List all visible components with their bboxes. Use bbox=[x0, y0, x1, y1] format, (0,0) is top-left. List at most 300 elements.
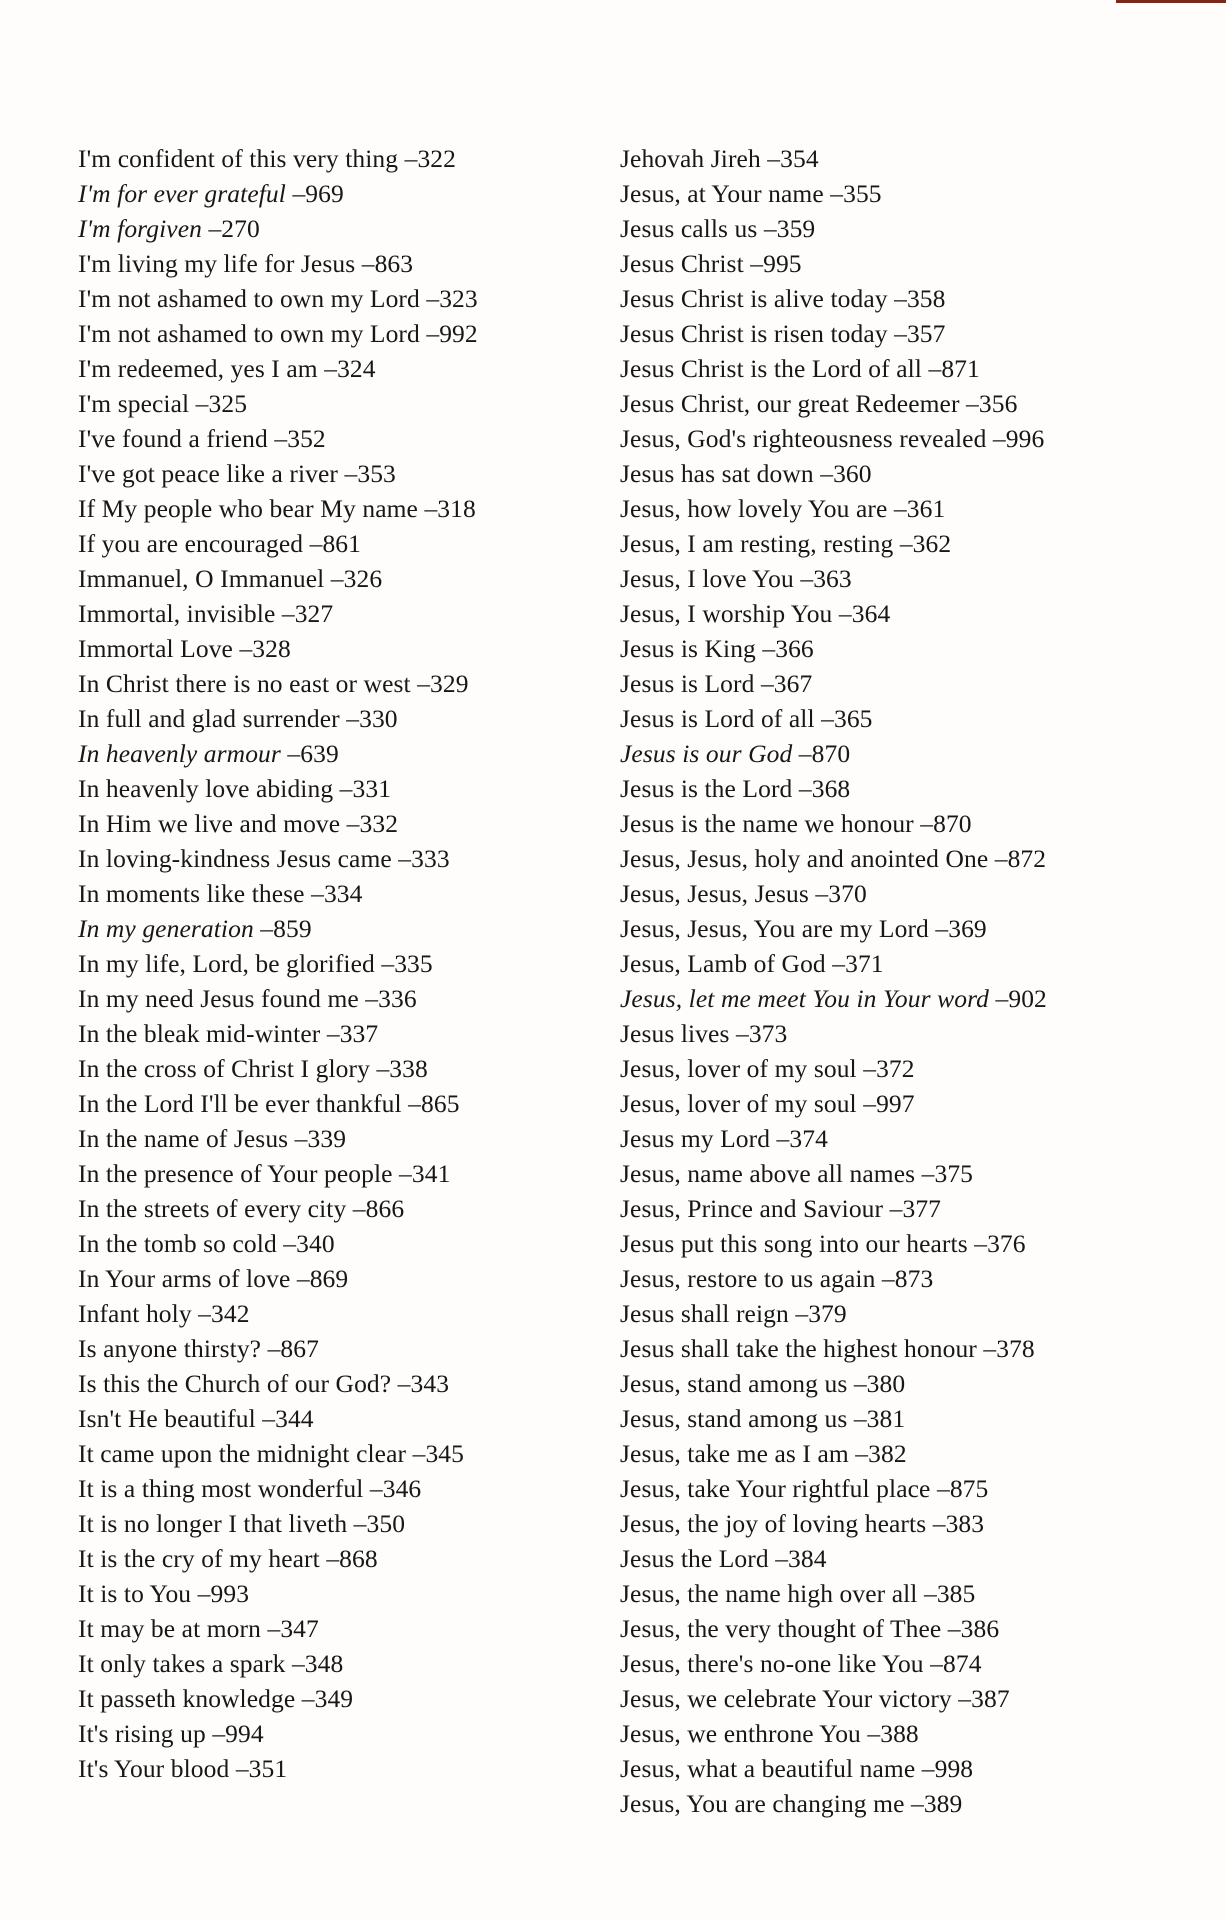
entry-separator bbox=[926, 1509, 945, 1538]
entry-number: 875 bbox=[949, 1474, 989, 1503]
entry-title: Jesus shall take the highest honour bbox=[620, 1334, 977, 1363]
entry-title: In Christ there is no east or west bbox=[78, 669, 411, 698]
index-entry bbox=[78, 876, 598, 911]
entry-title: Jesus, name above all names bbox=[620, 1159, 916, 1188]
entry-separator bbox=[757, 214, 776, 243]
index-entry bbox=[78, 526, 598, 561]
index-entry bbox=[78, 1611, 598, 1646]
entry-title: I'm special bbox=[78, 389, 190, 418]
entry-separator bbox=[346, 1194, 365, 1223]
index-entry bbox=[78, 1296, 598, 1331]
entry-number: 866 bbox=[365, 1194, 405, 1223]
entry-title: I've found a friend bbox=[78, 424, 268, 453]
entry-title: Jesus, stand among us bbox=[620, 1404, 848, 1433]
entry-title: Jesus, the name high over all bbox=[620, 1579, 918, 1608]
entry-title: Jesus is our God bbox=[620, 739, 793, 768]
entry-separator bbox=[281, 739, 300, 768]
entry-number: 327 bbox=[294, 599, 334, 628]
entry-title: Isn't He beautiful bbox=[78, 1404, 256, 1433]
entry-number: 337 bbox=[339, 1019, 379, 1048]
entry-separator bbox=[398, 144, 417, 173]
index-entry bbox=[78, 981, 598, 1016]
index-entry bbox=[620, 1576, 1220, 1611]
entry-number: 322 bbox=[417, 144, 456, 173]
entry-separator bbox=[206, 1719, 225, 1748]
entry-number: 872 bbox=[1007, 844, 1047, 873]
entry-number: 363 bbox=[813, 564, 852, 593]
entry-separator bbox=[769, 1544, 788, 1573]
entry-number: 355 bbox=[843, 179, 882, 208]
entry-separator bbox=[202, 214, 221, 243]
entry-title: I'm confident of this very thing bbox=[78, 144, 399, 173]
entry-title: It's Your blood bbox=[78, 1754, 230, 1783]
index-entry bbox=[78, 736, 598, 771]
entry-number: 997 bbox=[876, 1089, 915, 1118]
entry-separator bbox=[794, 564, 813, 593]
entry-number: 336 bbox=[378, 984, 417, 1013]
index-entry bbox=[620, 981, 1220, 1016]
entry-separator bbox=[924, 1649, 943, 1678]
entry-number: 331 bbox=[352, 774, 392, 803]
entry-separator bbox=[857, 1089, 876, 1118]
entry-title: Jesus, I worship You bbox=[620, 599, 833, 628]
entry-number: 376 bbox=[987, 1229, 1026, 1258]
index-entry bbox=[620, 1191, 1220, 1226]
entry-title: It passeth knowledge bbox=[78, 1684, 296, 1713]
entry-separator bbox=[290, 1264, 309, 1293]
entry-number: 351 bbox=[248, 1754, 288, 1783]
index-entry bbox=[620, 526, 1220, 561]
entry-title: In the tomb so cold bbox=[78, 1229, 277, 1258]
entry-separator bbox=[914, 809, 933, 838]
index-entry bbox=[620, 1646, 1220, 1681]
entry-separator bbox=[792, 739, 811, 768]
index-entry bbox=[620, 211, 1220, 246]
index-entry bbox=[78, 631, 598, 666]
entry-number: 330 bbox=[359, 704, 398, 733]
entry-title: Jesus is Lord of all bbox=[620, 704, 815, 733]
entry-number: 374 bbox=[789, 1124, 828, 1153]
entry-separator bbox=[989, 984, 1008, 1013]
entry-title: Jesus, take Your rightful place bbox=[620, 1474, 931, 1503]
entry-separator bbox=[857, 1054, 876, 1083]
entry-number: 332 bbox=[359, 809, 399, 838]
entry-title: Jesus, God's righteousness revealed bbox=[620, 424, 987, 453]
entry-number: 873 bbox=[894, 1264, 934, 1293]
entry-separator bbox=[411, 669, 430, 698]
entry-title: In the name of Jesus bbox=[78, 1124, 289, 1153]
entry-number: 383 bbox=[945, 1509, 985, 1538]
index-entry bbox=[78, 701, 598, 736]
index-entry bbox=[620, 456, 1220, 491]
entry-separator bbox=[832, 599, 851, 628]
index-entry bbox=[78, 281, 598, 316]
entry-title: It came upon the midnight clear bbox=[78, 1439, 407, 1468]
entry-separator bbox=[303, 529, 322, 558]
entry-separator bbox=[929, 914, 948, 943]
entry-number: 998 bbox=[934, 1754, 974, 1783]
entry-title: Jesus has sat down bbox=[620, 459, 814, 488]
entry-title: It may be at morn bbox=[78, 1614, 261, 1643]
entry-number: 859 bbox=[273, 914, 312, 943]
entry-separator bbox=[977, 1334, 996, 1363]
index-entry bbox=[78, 596, 598, 631]
entry-title: Is this the Church of our God? bbox=[78, 1369, 392, 1398]
entry-separator bbox=[189, 389, 208, 418]
entry-number: 865 bbox=[421, 1089, 460, 1118]
index-entry bbox=[78, 561, 598, 596]
entry-separator bbox=[277, 1229, 296, 1258]
index-entry bbox=[78, 456, 598, 491]
entry-number: 326 bbox=[343, 564, 383, 593]
entry-separator bbox=[849, 1439, 868, 1468]
index-entry bbox=[78, 1681, 598, 1716]
entry-separator bbox=[893, 529, 912, 558]
index-entry bbox=[620, 1471, 1220, 1506]
entry-title: Immortal Love bbox=[78, 634, 233, 663]
index-entry bbox=[78, 1261, 598, 1296]
entry-separator bbox=[904, 1789, 923, 1818]
index-entry bbox=[620, 1401, 1220, 1436]
entry-number: 364 bbox=[851, 599, 891, 628]
entry-separator bbox=[375, 949, 394, 978]
entry-separator bbox=[286, 179, 305, 208]
index-entry bbox=[620, 176, 1220, 211]
entry-title: Jesus, take me as I am bbox=[620, 1439, 849, 1468]
index-entry bbox=[620, 1506, 1220, 1541]
entry-title: In heavenly love abiding bbox=[78, 774, 334, 803]
entry-separator bbox=[789, 1299, 808, 1328]
entry-separator bbox=[883, 1194, 902, 1223]
entry-number: 348 bbox=[304, 1649, 344, 1678]
entry-number: 362 bbox=[912, 529, 952, 558]
index-entry bbox=[78, 1331, 598, 1366]
entry-number: 386 bbox=[960, 1614, 1000, 1643]
index-entry bbox=[78, 1156, 598, 1191]
entry-separator bbox=[254, 914, 273, 943]
entry-number: 345 bbox=[425, 1439, 465, 1468]
entry-separator bbox=[875, 1264, 894, 1293]
entry-separator bbox=[888, 284, 907, 313]
entry-separator bbox=[420, 284, 439, 313]
entry-separator bbox=[261, 1614, 280, 1643]
entry-number: 353 bbox=[357, 459, 396, 488]
entry-number: 373 bbox=[748, 1019, 788, 1048]
entry-separator bbox=[754, 669, 773, 698]
entry-separator bbox=[887, 494, 906, 523]
entry-title: Jesus is the Lord bbox=[620, 774, 793, 803]
entry-separator bbox=[370, 1054, 389, 1083]
entry-separator bbox=[268, 424, 287, 453]
entry-number: 318 bbox=[437, 494, 476, 523]
entry-number: 371 bbox=[845, 949, 884, 978]
entry-number: 870 bbox=[933, 809, 972, 838]
entry-number: 325 bbox=[208, 389, 248, 418]
entry-title: Jesus, stand among us bbox=[620, 1369, 848, 1398]
index-entry bbox=[78, 841, 598, 876]
entry-number: 868 bbox=[339, 1544, 378, 1573]
index-entry bbox=[620, 841, 1220, 876]
entry-separator bbox=[988, 844, 1007, 873]
entry-title: Jehovah Jireh bbox=[620, 144, 761, 173]
index-entry bbox=[620, 1611, 1220, 1646]
entry-number: 354 bbox=[780, 144, 819, 173]
entry-number: 863 bbox=[374, 249, 414, 278]
entry-number: 870 bbox=[811, 739, 851, 768]
index-entry bbox=[620, 386, 1220, 421]
entry-number: 356 bbox=[978, 389, 1018, 418]
entry-separator bbox=[729, 1019, 748, 1048]
entry-separator bbox=[922, 354, 941, 383]
entry-title: Jesus, we enthrone You bbox=[620, 1719, 861, 1748]
index-entry bbox=[78, 1121, 598, 1156]
entry-title: Jesus the Lord bbox=[620, 1544, 769, 1573]
entry-title: I'm living my life for Jesus bbox=[78, 249, 356, 278]
entry-title: Jesus, Jesus, holy and anointed One bbox=[620, 844, 989, 873]
entry-number: 369 bbox=[948, 914, 987, 943]
index-entry bbox=[620, 631, 1220, 666]
entry-title: Jesus, the very thought of Thee bbox=[620, 1614, 942, 1643]
entry-number: 994 bbox=[225, 1719, 264, 1748]
entry-separator bbox=[968, 1229, 987, 1258]
index-entry bbox=[620, 281, 1220, 316]
entry-separator bbox=[744, 249, 763, 278]
entry-number: 995 bbox=[763, 249, 802, 278]
entry-title: Jesus, Jesus, You are my Lord bbox=[620, 914, 929, 943]
index-entry bbox=[78, 911, 598, 946]
entry-number: 343 bbox=[410, 1369, 450, 1398]
entry-separator bbox=[809, 879, 828, 908]
entry-separator bbox=[256, 1404, 275, 1433]
entry-title: Jesus, we celebrate Your victory bbox=[620, 1684, 952, 1713]
index-entry bbox=[620, 806, 1220, 841]
entry-number: 902 bbox=[1008, 984, 1047, 1013]
entry-title: Infant holy bbox=[78, 1299, 192, 1328]
entry-title: I'm for ever grateful bbox=[78, 179, 286, 208]
entry-number: 867 bbox=[280, 1334, 319, 1363]
index-column-right bbox=[620, 141, 1220, 1821]
entry-separator bbox=[847, 1404, 866, 1433]
index-entry bbox=[78, 806, 598, 841]
entry-number: 368 bbox=[811, 774, 851, 803]
entry-number: 324 bbox=[337, 354, 376, 383]
index-entry bbox=[620, 911, 1220, 946]
entry-separator bbox=[229, 1754, 248, 1783]
entry-title: It is the cry of my heart bbox=[78, 1544, 320, 1573]
entry-separator bbox=[393, 1159, 412, 1188]
entry-number: 380 bbox=[866, 1369, 906, 1398]
entry-number: 339 bbox=[307, 1124, 347, 1153]
entry-separator bbox=[285, 1649, 304, 1678]
index-entry bbox=[620, 946, 1220, 981]
index-entry bbox=[620, 141, 1220, 176]
entry-separator bbox=[318, 354, 337, 383]
index-entry bbox=[620, 246, 1220, 281]
entry-title: Jesus, there's no-one like You bbox=[620, 1649, 924, 1678]
index-entry bbox=[78, 1576, 598, 1611]
index-entry bbox=[78, 386, 598, 421]
index-entry bbox=[620, 1366, 1220, 1401]
entry-separator bbox=[191, 1579, 210, 1608]
index-entry bbox=[78, 1751, 598, 1786]
index-entry bbox=[620, 1121, 1220, 1156]
index-entry bbox=[620, 421, 1220, 456]
entry-number: 388 bbox=[880, 1719, 919, 1748]
index-entry bbox=[78, 1401, 598, 1436]
entry-number: 328 bbox=[252, 634, 291, 663]
index-entry bbox=[78, 1016, 598, 1051]
entry-number: 350 bbox=[366, 1509, 406, 1538]
index-entry bbox=[620, 1436, 1220, 1471]
index-entry bbox=[78, 1436, 598, 1471]
index-entry bbox=[78, 246, 598, 281]
index-entry bbox=[78, 946, 598, 981]
index-entry bbox=[78, 1471, 598, 1506]
entry-separator bbox=[824, 179, 843, 208]
index-entry bbox=[620, 1541, 1220, 1576]
entry-title: I'm not ashamed to own my Lord bbox=[78, 319, 420, 348]
entry-separator bbox=[420, 319, 439, 348]
index-entry bbox=[78, 1716, 598, 1751]
entry-title: It's rising up bbox=[78, 1719, 206, 1748]
entry-separator bbox=[406, 1439, 425, 1468]
entry-number: 861 bbox=[322, 529, 361, 558]
entry-separator bbox=[305, 879, 324, 908]
entry-title: In the streets of every city bbox=[78, 1194, 347, 1223]
entry-title: Jesus, how lovely You are bbox=[620, 494, 888, 523]
entry-separator bbox=[359, 984, 378, 1013]
entry-title: Jesus lives bbox=[620, 1019, 730, 1048]
entry-separator bbox=[391, 1369, 410, 1398]
entry-title: Jesus, lover of my soul bbox=[620, 1054, 857, 1083]
entry-title: Jesus shall reign bbox=[620, 1299, 789, 1328]
entry-title: If you are encouraged bbox=[78, 529, 304, 558]
index-entry bbox=[620, 1786, 1220, 1821]
entry-separator bbox=[918, 1579, 937, 1608]
entry-title: Is anyone thirsty? bbox=[78, 1334, 262, 1363]
entry-separator bbox=[960, 389, 979, 418]
entry-title: Jesus, let me meet You in Your word bbox=[620, 984, 990, 1013]
entry-number: 347 bbox=[280, 1614, 319, 1643]
entry-separator bbox=[792, 774, 811, 803]
entry-title: In the bleak mid-winter bbox=[78, 1019, 321, 1048]
entry-title: In heavenly armour bbox=[78, 739, 281, 768]
entry-number: 340 bbox=[296, 1229, 335, 1258]
entry-number: 329 bbox=[430, 669, 469, 698]
index-entry bbox=[78, 1226, 598, 1261]
entry-title: Jesus Christ is the Lord of all bbox=[620, 354, 922, 383]
entry-title: I'm redeemed, yes I am bbox=[78, 354, 318, 383]
entry-separator bbox=[986, 424, 1005, 453]
entry-number: 367 bbox=[773, 669, 813, 698]
entry-number: 874 bbox=[943, 1649, 982, 1678]
entry-title: It is to You bbox=[78, 1579, 192, 1608]
index-entry bbox=[620, 1086, 1220, 1121]
entry-title: In my life, Lord, be glorified bbox=[78, 949, 375, 978]
index-entry bbox=[620, 1751, 1220, 1786]
entry-title: In loving-kindness Jesus came bbox=[78, 844, 392, 873]
entry-title: I've got peace like a river bbox=[78, 459, 339, 488]
entry-title: In my need Jesus found me bbox=[78, 984, 359, 1013]
entry-separator bbox=[295, 1684, 314, 1713]
entry-title: Immanuel, O Immanuel bbox=[78, 564, 325, 593]
entry-title: Jesus, Prince and Saviour bbox=[620, 1194, 884, 1223]
entry-separator bbox=[338, 459, 357, 488]
entry-separator bbox=[402, 1089, 421, 1118]
entry-number: 334 bbox=[323, 879, 363, 908]
entry-number: 341 bbox=[411, 1159, 451, 1188]
entry-separator bbox=[340, 809, 359, 838]
index-entry bbox=[78, 1366, 598, 1401]
index-entry bbox=[78, 1646, 598, 1681]
entry-title: It only takes a spark bbox=[78, 1649, 286, 1678]
entry-separator bbox=[861, 1719, 880, 1748]
entry-number: 359 bbox=[776, 214, 816, 243]
index-entry bbox=[620, 1681, 1220, 1716]
entry-number: 379 bbox=[808, 1299, 847, 1328]
top-edge-rule bbox=[1116, 0, 1226, 3]
entry-number: 333 bbox=[411, 844, 450, 873]
entry-number: 389 bbox=[923, 1789, 963, 1818]
index-entry bbox=[620, 701, 1220, 736]
entry-separator bbox=[275, 599, 294, 628]
index-entry bbox=[78, 666, 598, 701]
entry-title: In the Lord I'll be ever thankful bbox=[78, 1089, 402, 1118]
entry-title: I'm forgiven bbox=[78, 214, 202, 243]
entry-number: 996 bbox=[1005, 424, 1045, 453]
entry-title: If My people who bear My name bbox=[78, 494, 418, 523]
index-entry bbox=[620, 1051, 1220, 1086]
index-entry bbox=[78, 211, 598, 246]
entry-number: 639 bbox=[300, 739, 339, 768]
entry-separator bbox=[941, 1614, 960, 1643]
entry-title: In my generation bbox=[78, 914, 254, 943]
entry-separator bbox=[888, 319, 907, 348]
entry-number: 323 bbox=[439, 284, 478, 313]
entry-number: 387 bbox=[971, 1684, 1010, 1713]
entry-number: 342 bbox=[211, 1299, 250, 1328]
entry-title: Jesus, what a beautiful name bbox=[620, 1754, 916, 1783]
entry-title: Jesus put this song into our hearts bbox=[620, 1229, 968, 1258]
entry-number: 375 bbox=[934, 1159, 974, 1188]
entry-separator bbox=[324, 564, 343, 593]
entry-title: It is no longer I that liveth bbox=[78, 1509, 348, 1538]
entry-separator bbox=[333, 774, 352, 803]
index-entry bbox=[78, 1051, 598, 1086]
index-entry bbox=[620, 876, 1220, 911]
entry-title: Jesus, Jesus, Jesus bbox=[620, 879, 809, 908]
entry-number: 372 bbox=[876, 1054, 915, 1083]
index-entry bbox=[78, 421, 598, 456]
entry-separator bbox=[392, 844, 411, 873]
entry-title: Jesus is Lord bbox=[620, 669, 755, 698]
entry-number: 366 bbox=[775, 634, 814, 663]
entry-separator bbox=[347, 1509, 366, 1538]
entry-number: 871 bbox=[941, 354, 980, 383]
entry-number: 969 bbox=[305, 179, 344, 208]
entry-separator bbox=[826, 949, 845, 978]
entry-number: 349 bbox=[314, 1684, 354, 1713]
index-entry bbox=[78, 1506, 598, 1541]
entry-title: Jesus Christ is alive today bbox=[620, 284, 888, 313]
index-entry bbox=[620, 736, 1220, 771]
entry-number: 346 bbox=[382, 1474, 422, 1503]
index-entry bbox=[78, 491, 598, 526]
entry-title: Jesus my Lord bbox=[620, 1124, 771, 1153]
index-entry bbox=[620, 1226, 1220, 1261]
index-entry bbox=[78, 316, 598, 351]
entry-separator bbox=[418, 494, 437, 523]
